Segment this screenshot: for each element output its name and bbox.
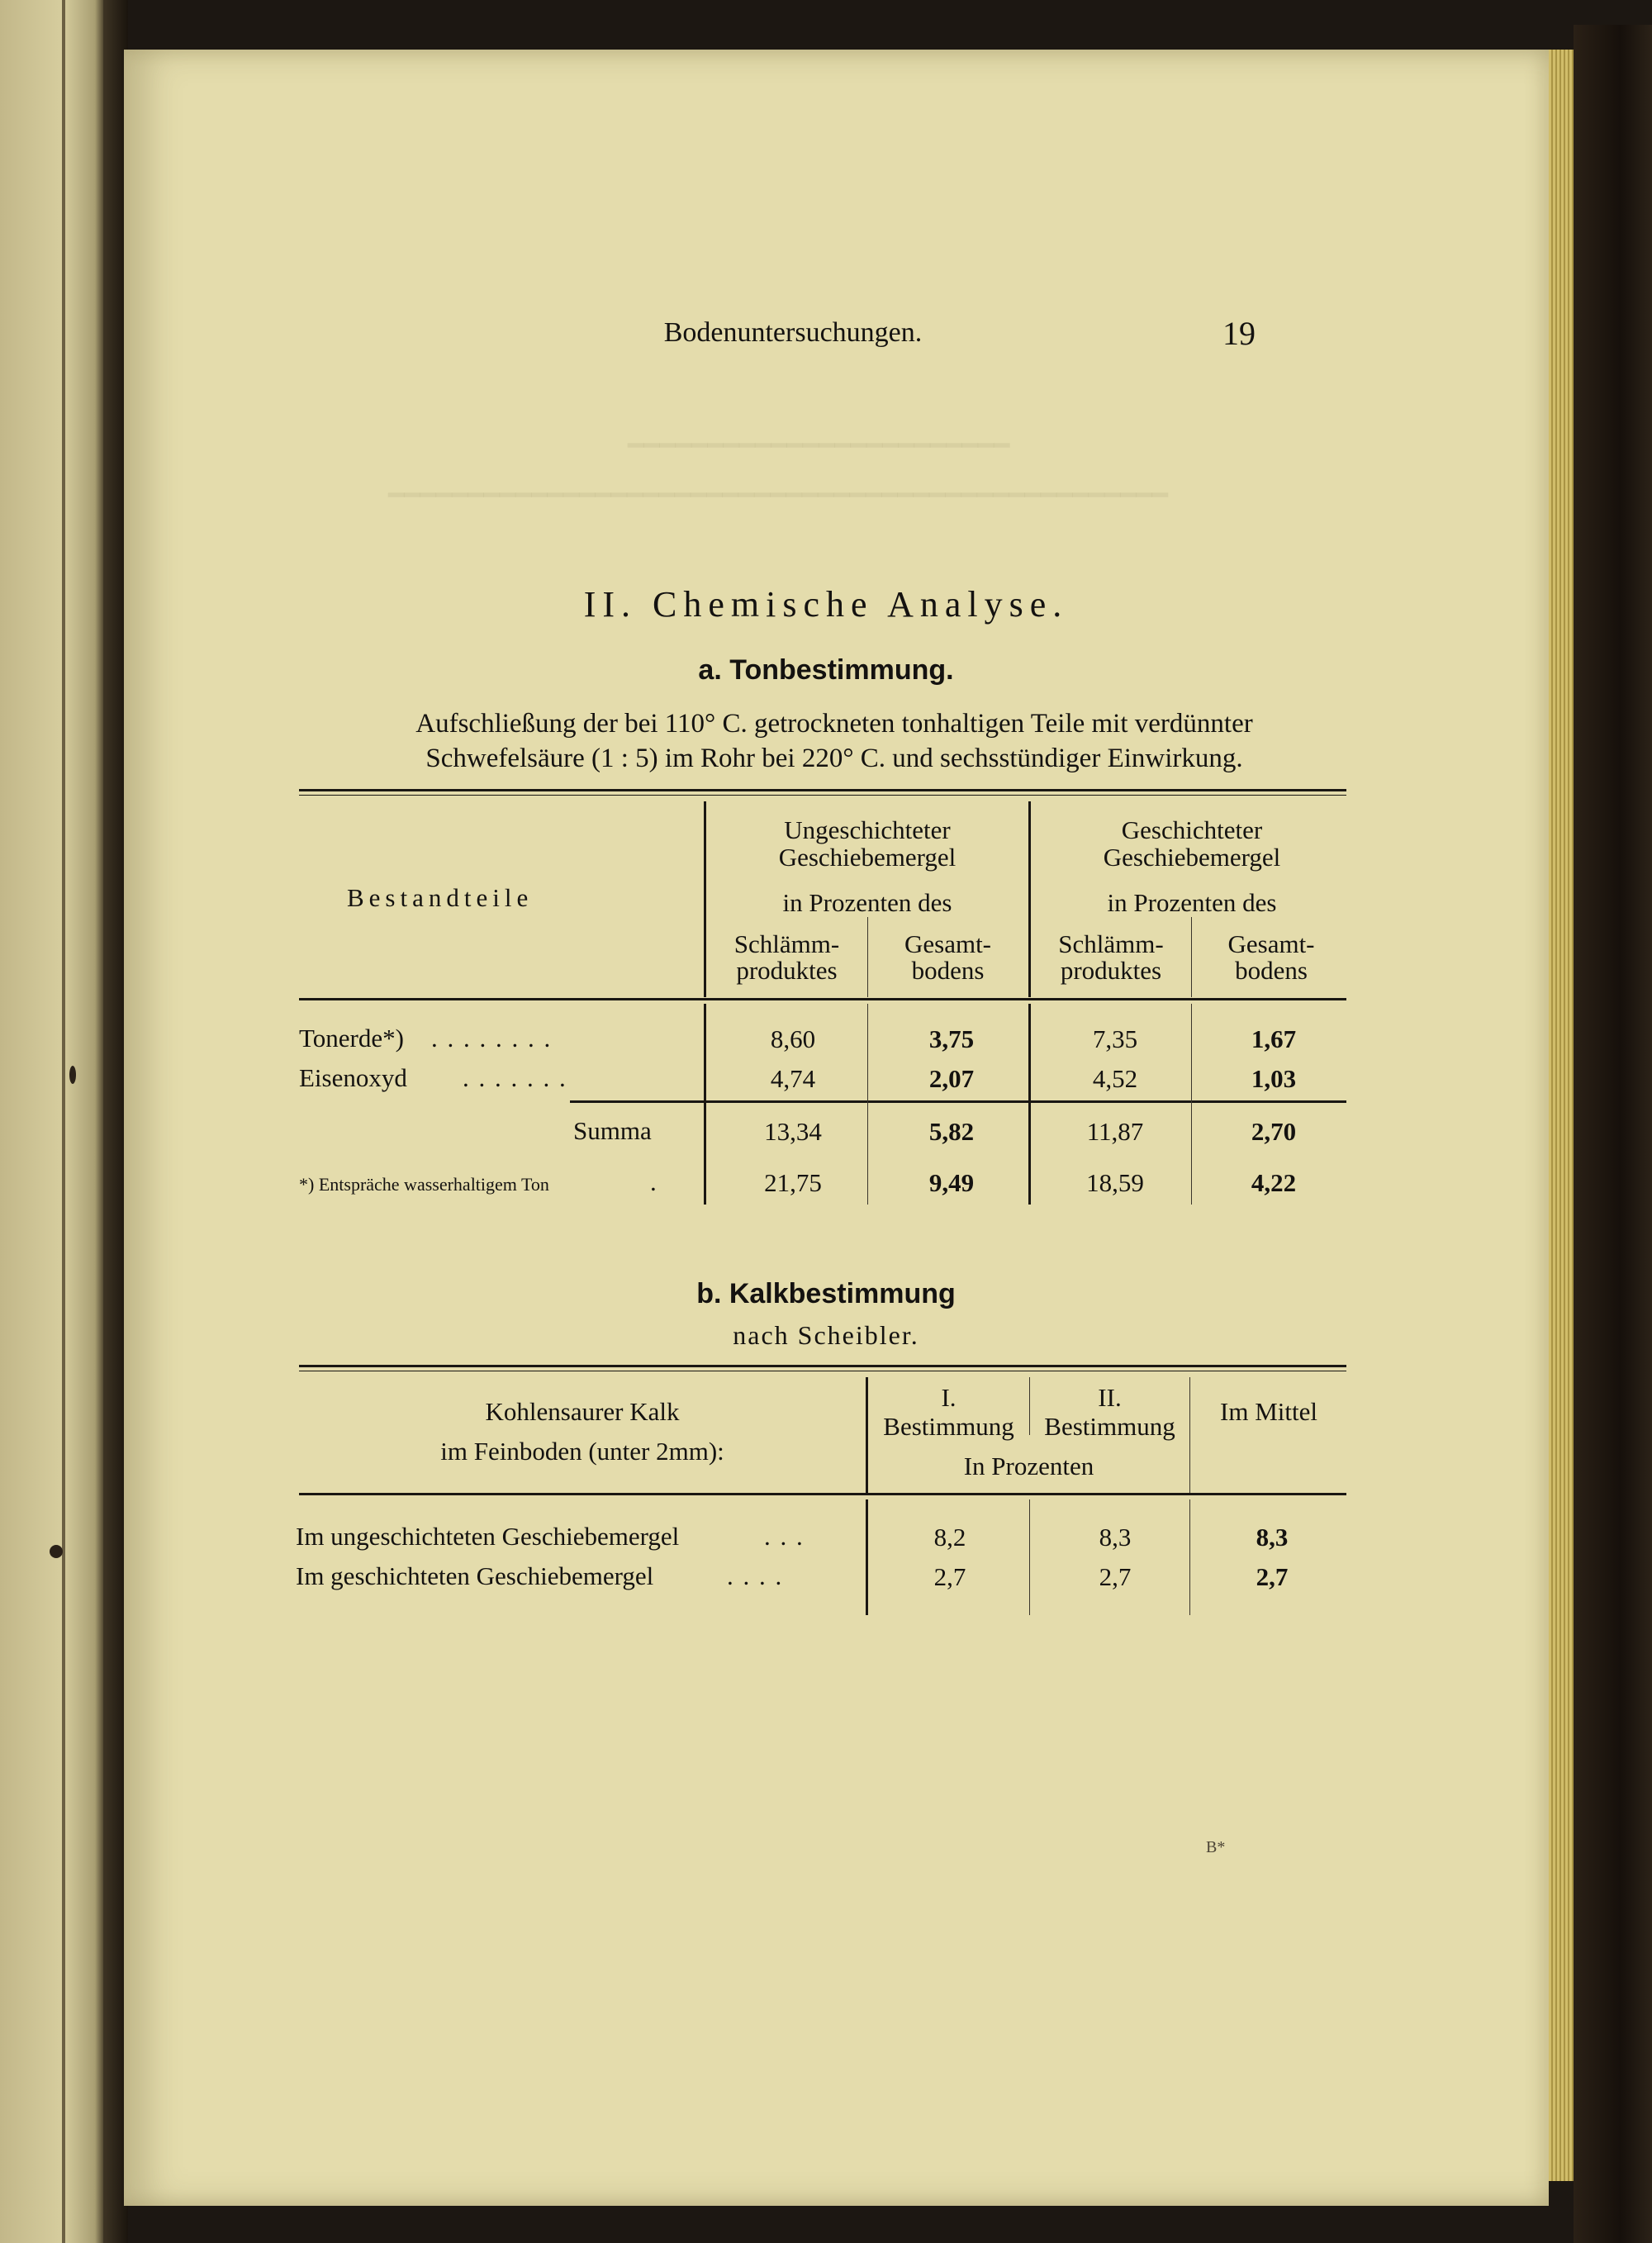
group1-subcol2-line2: bodens xyxy=(911,956,985,985)
col-header-bestandteile: Bestandteile xyxy=(347,883,534,912)
part-a-description-line1: Aufschließung der bei 110° C. getrockneten tonhaltigen Teile mit verdünnter xyxy=(415,709,1253,739)
cell-value: 2,7 xyxy=(933,1562,966,1591)
cell-value: 18,59 xyxy=(1086,1168,1144,1197)
col-header-kalk-line1: Kohlensaurer Kalk xyxy=(485,1397,680,1426)
group2-subcol2-line2: bodens xyxy=(1235,956,1308,985)
group2-subcol1-line1: Schlämm- xyxy=(1058,929,1164,958)
col-header-kalk-line2: im Feinboden (unter 2mm): xyxy=(440,1437,724,1466)
col-header-mittel: Im Mittel xyxy=(1220,1397,1317,1426)
col-header-unit: In Prozenten xyxy=(963,1452,1094,1480)
sum-label: Summa xyxy=(573,1116,652,1145)
book-binding xyxy=(1574,25,1652,2243)
table-a-vline xyxy=(1028,1004,1031,1205)
col-header-i-line2: Bestimmung xyxy=(883,1412,1014,1441)
cell-value: 2,07 xyxy=(928,1064,975,1093)
cell-value: 4,74 xyxy=(770,1064,816,1093)
group1-title-line2: Geschiebemergel xyxy=(778,843,957,872)
section-title: II. Chemische Analyse. xyxy=(583,584,1069,625)
table-b-vline xyxy=(866,1499,868,1615)
table-a-top-rule xyxy=(299,789,1346,791)
row-leaders: . . . . . . . xyxy=(463,1063,567,1092)
table-a-subcol-line xyxy=(1191,1004,1192,1205)
cell-value: 4,52 xyxy=(1092,1064,1138,1093)
group1-title-line1: Ungeschichteter xyxy=(784,815,951,844)
row-leaders: . . . . xyxy=(727,1561,784,1590)
col-header-ii-line1: II. xyxy=(1098,1383,1122,1412)
cell-value: 2,7 xyxy=(1099,1562,1132,1591)
group1-subtitle: in Prozenten des xyxy=(782,888,952,917)
row-label-ungeschichtet: Im ungeschichteten Geschiebemergel xyxy=(296,1522,680,1551)
table-a-top-rule-thin xyxy=(299,795,1346,796)
signature-mark: B* xyxy=(1206,1838,1226,1856)
part-a-title: a. Tonbestimmung. xyxy=(698,654,954,686)
cell-value: 13,34 xyxy=(764,1117,822,1146)
cell-value: 5,82 xyxy=(928,1117,975,1146)
table-b-header-rule xyxy=(299,1493,1346,1495)
left-page-fold-line xyxy=(62,0,65,2243)
row-label-eisenoxyd: Eisenoxyd xyxy=(299,1063,407,1092)
cell-value: 11,87 xyxy=(1086,1117,1144,1146)
table-a-subcol-line xyxy=(867,1004,868,1205)
col-header-i-line1: I. xyxy=(941,1383,957,1412)
cell-value: 1,03 xyxy=(1251,1064,1297,1093)
cell-value: 9,49 xyxy=(928,1168,975,1197)
group1-subcol2-line1: Gesamt- xyxy=(904,929,992,958)
row-label-geschichtet: Im geschichteten Geschiebemergel xyxy=(296,1561,654,1590)
table-b-top-rule xyxy=(299,1365,1346,1367)
cell-value: 8,2 xyxy=(933,1523,966,1552)
table-b-subcol-line xyxy=(1029,1499,1030,1615)
page-number: 19 xyxy=(1222,315,1256,352)
group2-subcol2-line1: Gesamt- xyxy=(1227,929,1315,958)
group2-subtitle: in Prozenten des xyxy=(1107,888,1277,917)
bleed-through-text: ━━━━━━━━━━━━━━━━━━━━━━━━ xyxy=(628,430,1010,460)
row-leaders: . xyxy=(650,1167,657,1196)
cell-value: 4,22 xyxy=(1251,1168,1297,1197)
table-b-subcol-line xyxy=(1189,1377,1190,1493)
cell-value: 8,3 xyxy=(1256,1523,1289,1552)
bleed-through-text: ━━━━━━━━━━━━━━━━━━━━━━━━━━━━━━━━━━━━━━━━━━━━━━━━━ xyxy=(388,480,1169,510)
group1-subcol1-line2: produktes xyxy=(736,956,838,985)
col-header-ii-line2: Bestimmung xyxy=(1044,1412,1175,1441)
part-a-description-line2: Schwefelsäure (1 : 5) im Rohr bei 220° C. und sechsstündiger Einwirkung. xyxy=(425,744,1243,773)
part-b-title: b. Kalkbestimmung xyxy=(696,1278,956,1309)
left-page-edge xyxy=(0,0,103,2243)
cell-value: 8,3 xyxy=(1099,1523,1132,1552)
row-label-tonerde: Tonerde*) xyxy=(299,1024,404,1053)
cell-value: 1,67 xyxy=(1251,1024,1297,1053)
table-a-sum-rule xyxy=(570,1100,1346,1103)
group2-title-line2: Geschiebemergel xyxy=(1103,843,1281,872)
table-a-vline xyxy=(704,1004,706,1205)
row-leaders: . . . . . . . . xyxy=(431,1024,553,1053)
group2-title-line1: Geschichteter xyxy=(1121,815,1263,844)
cell-value: 2,7 xyxy=(1256,1562,1289,1591)
table-b-subcol-line xyxy=(1189,1499,1190,1615)
cell-value: 7,35 xyxy=(1092,1024,1138,1053)
cell-value: 21,75 xyxy=(764,1168,822,1197)
group2-subcol1-line2: produktes xyxy=(1060,956,1162,985)
group1-subcol1-line1: Schlämm- xyxy=(733,929,840,958)
cell-value: 8,60 xyxy=(770,1024,816,1053)
part-b-subtitle: nach Scheibler. xyxy=(733,1320,919,1350)
cell-value: 2,70 xyxy=(1251,1117,1297,1146)
row-leaders: . . . xyxy=(764,1522,805,1551)
cell-value: 3,75 xyxy=(928,1024,975,1053)
table-a-header-rule xyxy=(299,998,1346,1000)
footnote-label: *) Entspräche wasserhaltigem Ton xyxy=(299,1174,549,1195)
ink-spot xyxy=(69,1066,76,1084)
gilt-page-edges xyxy=(1549,50,1574,2181)
running-title: Bodenuntersuchungen. xyxy=(663,317,923,348)
ink-spot xyxy=(50,1545,63,1558)
